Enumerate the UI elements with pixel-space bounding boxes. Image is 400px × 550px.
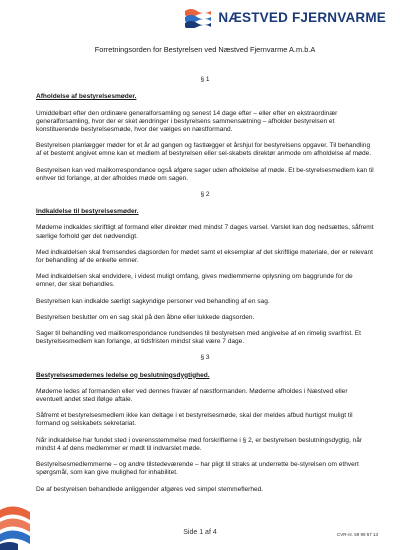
section-3 [36,354,374,493]
section-number: § 2 [200,191,210,199]
section-number: § 3 [200,354,210,362]
paragraph: Bestyrelsen kan indkalde særligt sagkyndige personer ved behandling af en sag. [36,297,270,305]
section-number: § 1 [200,76,210,84]
document-title: Forretningsorden for Bestyrelsen ved Næstved Fjernvarme A.m.b.A [94,45,316,54]
section-2 [36,191,374,346]
paragraph: Møderne ledes af formanden eller ved dennes fravær af næstformanden. Møderne afholdes i Næstved eller eventuelt andet sted ifølge aftale. [36,387,348,404]
paragraph: Bestyrelsen beslutter om en sag skal på den åbne eller lukkede dagsorden. [36,313,255,321]
paragraph: Når indkaldelse har fundet sted i overensstemmelse med forskrifterne i § 2, er bestyrelsen beslutningsdygtig, når mindst 4 af dens medlemmer er mødt til indvarslet møde. [36,436,363,452]
brand-name: NÆSTVED FJERNVARME [218,9,386,25]
paragraph: Bestyrelsen planlægger møder for et år ad gangen og fastlægger et årshjul for bestyrelsens opgaver. Til behandling af et bestemt angivet emne kan et medlem af bestyrelsen eller sel-skabets direktør anmode om afholdelse af møde. [36,142,372,158]
paragraph: Bestyrelsen kan ved mailkorrespondance også afgøre sager uden afholdelse af møde. Et be-styrelsesmedlem kan til enhver tid forlange, at der afholdes møde om sagen. [36,166,374,182]
section-heading: Afholdelse af bestyrelsesmøder. [36,93,137,101]
waves-logo-icon [183,6,213,28]
paragraph: Såfremt et bestyrelsesmedlem ikke kan deltage i et bestyrelsesmøde, skal der meldes afbud hurtigst muligt til formand og selskabets sekretariat. [36,412,353,428]
section-heading: Indkaldelse til bestyrelsesmøder. [36,208,139,216]
paragraph: Umiddelbart efter den ordinære generalforsamling og senest 14 dage efter – eller efter en ekstraordinær generalforsamling, hvor der er sket ændringer i bestyrelsens sammensætning – afholder bestyrelsen et konstituerende bestyrelsesmøde, hvor der vælges en næstformand. [36,109,338,134]
paragraph: De af bestyrelsen behandlede anliggender afgøres ved simpel stemmeflerhed. [36,485,264,493]
corner-waves-icon [0,504,44,550]
paragraph: Bestyrelsesmedlemmerne – og andre tilstedeværende – har pligt til straks at underrette be-styrelsen om ethvert spørgsmål, som kan give mulighed for inhabilitet. [36,461,359,477]
section-heading: Bestyrelsesmødernes ledelse og beslutningsdygtighed. [36,371,210,379]
paragraph: Sager til behandling ved mailkorrespondance rundsendes til bestyrelsen med angivelse af en rimelig svarfrist. Et bestyrelsesmedlem kan forlange, at tidsfristen mindst skal være 7 dage. [36,330,361,346]
section-1 [36,76,374,183]
document-body [36,46,374,502]
header-logo [183,6,386,28]
paragraph: Med indkaldelsen skal endvidere, i videst muligt omfang, gives medlemmerne oplysning om baggrunde for de emner, der skal behandles. [36,273,353,289]
paragraph: Møderne indkaldes skriftligt af formand eller direktør med mindst 7 dages varsel. Varslet kan dog nedsættes, såfremt særlige forhold gør det nødvendigt. [36,224,374,240]
page-number: Side 1 af 4 [183,529,217,536]
cvr-number: CVR-nr. 69 99 57 13 [336,532,378,537]
paragraph: Med indkaldelsen skal fremsendes dagsorden for mødet samt et eksemplar af det skriftlige materiale, der er relevant for behandling af de enkelte emner. [36,248,373,265]
